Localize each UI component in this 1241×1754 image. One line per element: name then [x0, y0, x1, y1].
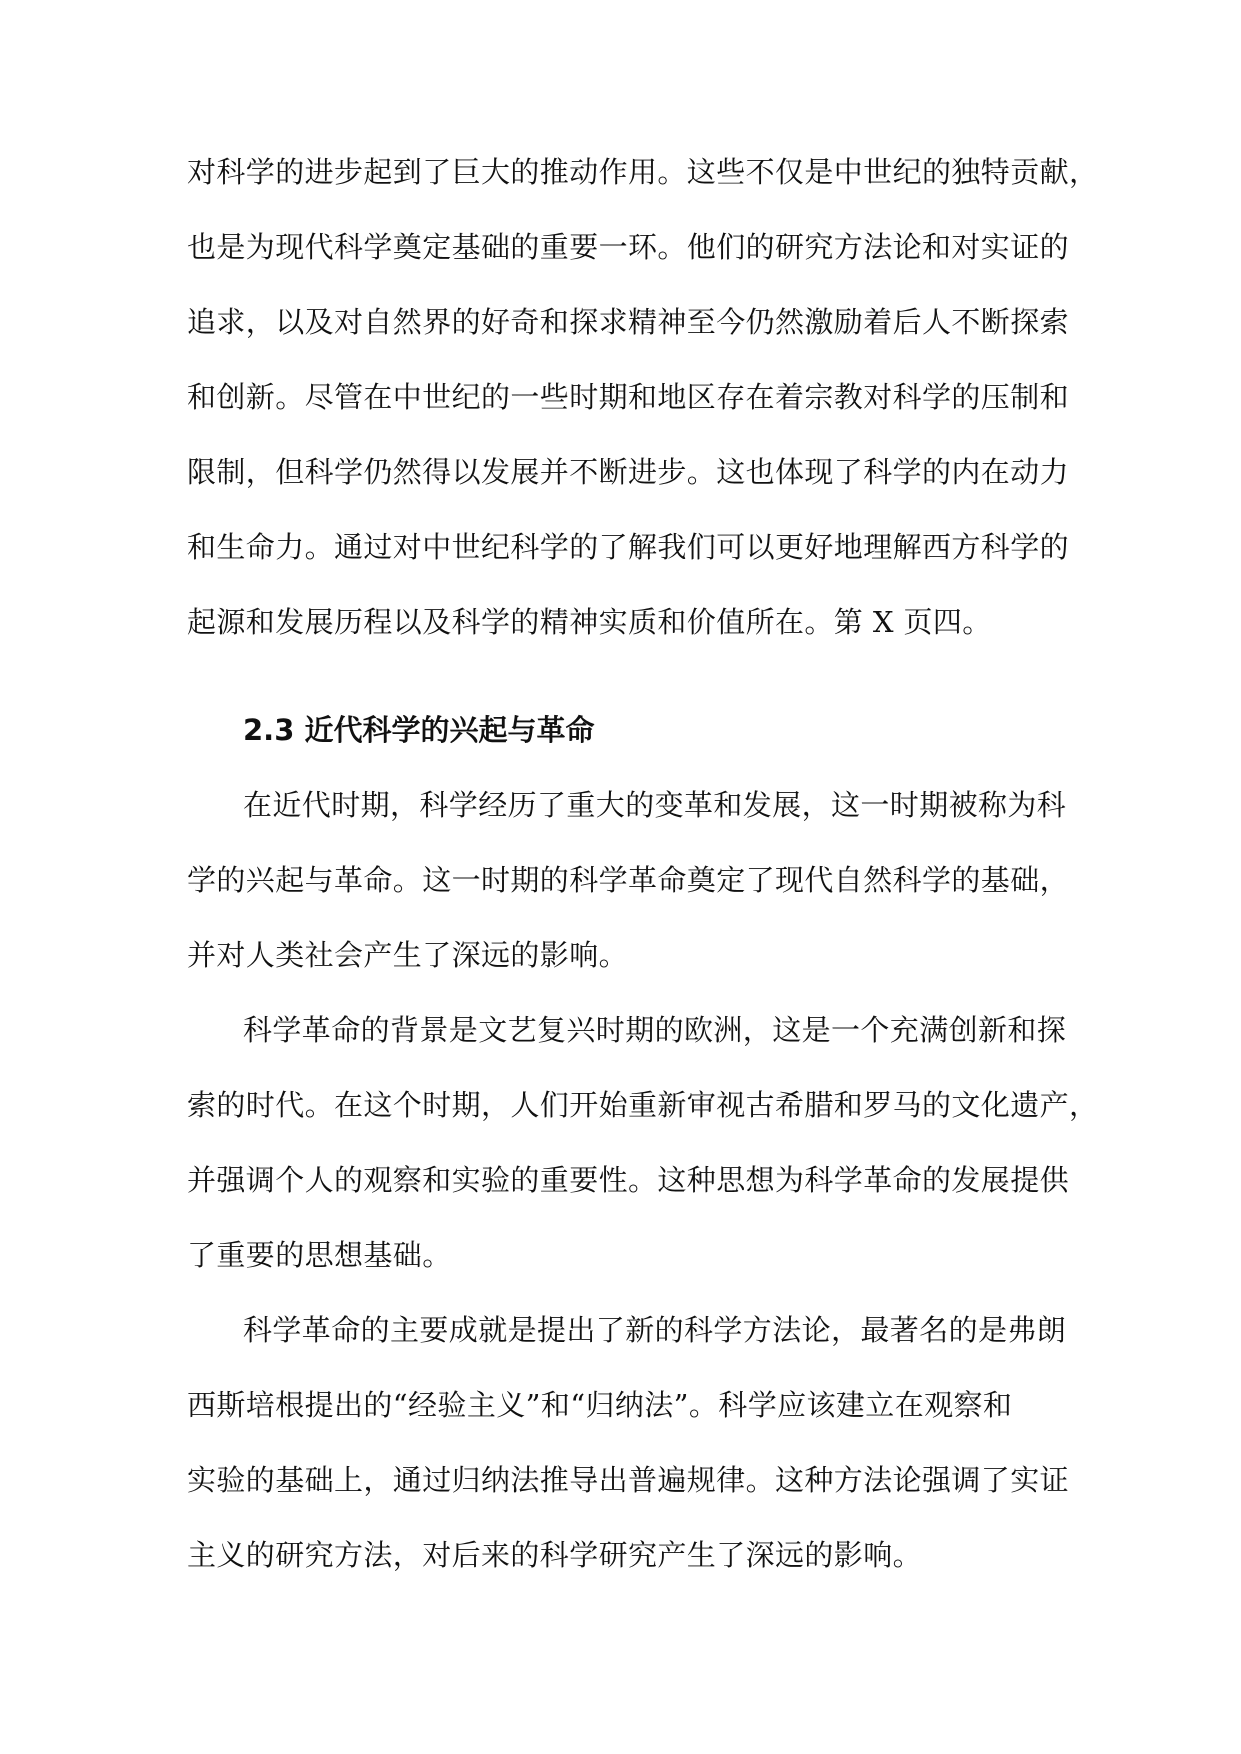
paragraph-3-line-1: 科学革命的背景是文艺复兴时期的欧洲，这是一个充满创新和探: [243, 1013, 1067, 1047]
paragraph-3-line-2: 索的时代。在这个时期，人们开始重新审视古希腊和罗马的文化遗产，: [187, 1088, 1099, 1122]
paragraph-3-line-4: 了重要的思想基础。: [187, 1238, 452, 1272]
paragraph-1-line-7: 起源和发展历程以及科学的精神实质和价值所在。第 X 页四。: [187, 605, 992, 639]
paragraph-1-line-4: 和创新。尽管在中世纪的一些时期和地区存在着宗教对科学的压制和: [187, 380, 1070, 414]
paragraph-1-line-6: 和生命力。通过对中世纪科学的了解我们可以更好地理解西方科学的: [187, 530, 1070, 564]
paragraph-2-line-2: 学的兴起与革命。这一时期的科学革命奠定了现代自然科学的基础，: [187, 863, 1070, 897]
paragraph-4-line-1: 科学革命的主要成就是提出了新的科学方法论，最著名的是弗朗: [243, 1313, 1067, 1347]
paragraph-1-line-2: 也是为现代科学奠定基础的重要一环。他们的研究方法论和对实证的: [187, 230, 1070, 264]
section-heading: 2.3 近代科学的兴起与革命: [243, 713, 595, 747]
paragraph-4-line-2: 西斯培根提出的“经验主义”和“归纳法”。科学应该建立在观察和: [187, 1388, 1013, 1422]
paragraph-1-line-3: 追求，以及对自然界的好奇和探求精神至今仍然激励着后人不断探索: [187, 305, 1070, 339]
paragraph-1-line-5: 限制，但科学仍然得以发展并不断进步。这也体现了科学的内在动力: [187, 455, 1070, 489]
paragraph-2-line-3: 并对人类社会产生了深远的影响。: [187, 938, 629, 972]
paragraph-4-line-4: 主义的研究方法，对后来的科学研究产生了深远的影响。: [187, 1538, 923, 1572]
paragraph-2-line-1: 在近代时期，科学经历了重大的变革和发展，这一时期被称为科: [243, 788, 1067, 822]
paragraph-3-line-3: 并强调个人的观察和实验的重要性。这种思想为科学革命的发展提供: [187, 1163, 1070, 1197]
paragraph-1-line-1: 对科学的进步起到了巨大的推动作用。这些不仅是中世纪的独特贡献，: [187, 155, 1099, 189]
paragraph-4-line-3: 实验的基础上，通过归纳法推导出普遍规律。这种方法论强调了实证: [187, 1463, 1070, 1497]
